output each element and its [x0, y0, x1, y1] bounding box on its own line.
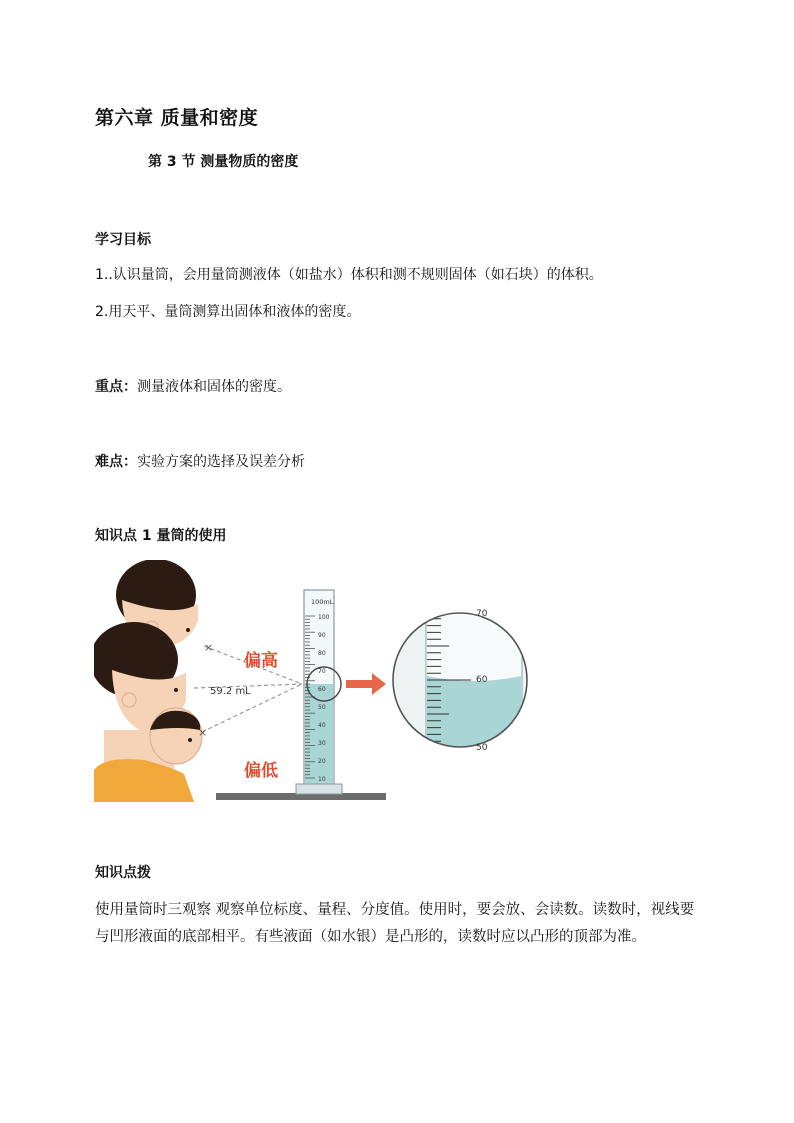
label-low: 偏低 [244, 761, 278, 781]
key-point-label: 重点： [95, 379, 137, 395]
measuring-cylinder-figure [94, 560, 554, 808]
scale-label: 30 [318, 740, 326, 747]
goals-heading: 学习目标 [95, 232, 151, 248]
zoom-label: 60 [476, 675, 488, 685]
zoom-label: 50 [476, 743, 488, 753]
difficulty [95, 451, 305, 471]
scale-label: 10 [318, 776, 326, 783]
goal-item-2: 2.用天平、量筒测算出固体和液体的密度。 [95, 304, 361, 320]
zoom-view [392, 600, 532, 766]
knowledge1-heading: 知识点 1 量筒的使用 [95, 528, 227, 544]
label-high: 偏高 [244, 651, 278, 671]
scale-label: 100 [318, 614, 330, 621]
scale-label: 40 [318, 722, 326, 729]
zoom-arrow [346, 673, 386, 695]
difficulty-text: 实验方案的选择及误差分析 [137, 454, 305, 470]
figure-illustration [94, 560, 554, 808]
cylinder-unit: 100mL [311, 598, 334, 606]
key-point-text: 测量液体和固体的密度。 [137, 379, 291, 395]
scale-label: 50 [318, 704, 326, 711]
scale-label: 70 [318, 668, 326, 675]
scale-label: 60 [318, 686, 326, 693]
section-title: 第 3 节 测量物质的密度 [148, 154, 299, 170]
tips-paragraph: 使用量筒时三观察 观察单位标度、量程、分度值。使用时，要会放、会读数。读数时，视线要与凹形液面的底部相平。有些液面（如水银）是凸形的，读数时应以凸形的顶部为准。 [95, 902, 695, 945]
reading-label: 59.2 mL [210, 686, 251, 697]
cross-mark-top: × [204, 641, 214, 654]
key-point [95, 376, 291, 396]
difficulty-label: 难点： [95, 454, 137, 470]
scale-label: 20 [318, 758, 326, 765]
zoom-label: 70 [476, 609, 488, 619]
tips-heading: 知识点拨 [95, 865, 151, 881]
scale-label: 90 [318, 632, 326, 639]
cross-mark-bottom: × [198, 726, 208, 739]
chapter-title: 第六章 质量和密度 [95, 107, 259, 129]
scale-label: 80 [318, 650, 326, 657]
goal-item-1: 1..认识量筒，会用量筒测液体（如盐水）体积和测不规则固体（如石块）的体积。 [95, 267, 603, 283]
